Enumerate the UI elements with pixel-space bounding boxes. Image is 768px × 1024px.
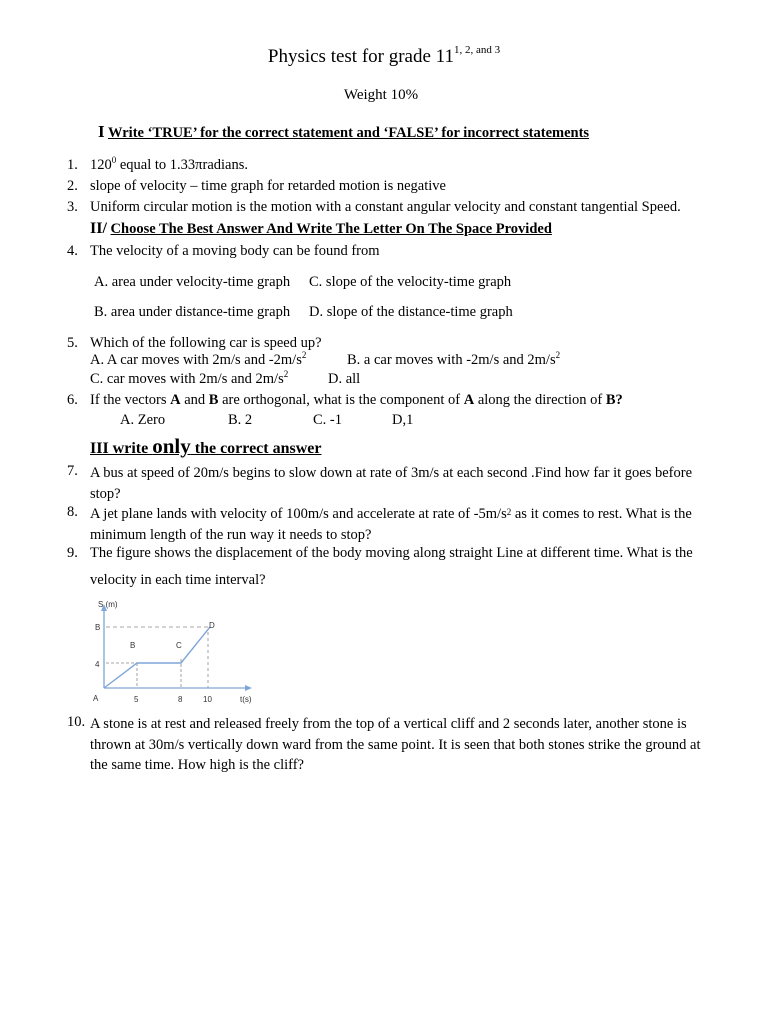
- section-3-heading: III write only the correct answer: [90, 434, 322, 458]
- section-2-heading: II/ Choose The Best Answer And Write The Letter On The Space Provided: [90, 220, 552, 237]
- displacement-time-graph: [90, 596, 272, 708]
- q5-option-a: A. A car moves with 2m/s and $-2m/s^2$: [90, 350, 307, 368]
- q6-option-a: A. Zero: [120, 412, 166, 428]
- q4-option-d: D. slope of the distance-time graph: [309, 304, 513, 320]
- weight-text: Weight 10%: [343, 87, 419, 103]
- y-axis-label: S (m): [98, 600, 118, 609]
- x-axis-label: t(s): [240, 695, 252, 704]
- q4-option-c: C. slope of the velocity-time graph: [309, 274, 512, 290]
- q5-option-b: B. a car moves with -2m/s and $2m/s^2$: [347, 350, 561, 368]
- point-label-c: C: [176, 641, 182, 650]
- title-superscript: 1, 2, and 3: [453, 44, 501, 56]
- y-tick-4: 4: [95, 660, 100, 669]
- q4-option-b: B. area under distance-time graph: [94, 304, 291, 320]
- point-label-a: A: [93, 694, 99, 703]
- q5-option-c: C. car moves with 2m/s and $2m/s^2$: [90, 369, 289, 387]
- q6-option-c: C. -1: [313, 412, 342, 428]
- y-tick-b: B: [95, 623, 101, 632]
- q4-option-a: A. area under velocity-time graph: [94, 274, 291, 290]
- graph-background: [90, 596, 272, 708]
- section-1-instruction: Write ‘TRUE’ for the correct statement and ‘FALSE’ for incorrect statements: [108, 125, 590, 141]
- x-tick-5: 5: [134, 695, 139, 704]
- x-tick-8: 8: [178, 695, 183, 704]
- point-label-d: D: [209, 621, 215, 630]
- section-1-heading: I Write ‘TRUE’ for the correct statement and ‘FALSE’ for incorrect statements: [98, 122, 590, 141]
- q5-option-d: D. all: [328, 371, 361, 387]
- q6-option-b: B. 2: [228, 412, 253, 428]
- q6-option-d: D,1: [392, 412, 414, 428]
- x-tick-10: 10: [203, 695, 212, 704]
- page-title: Physics test for grade $11^{1, 2, and 3}$: [267, 44, 501, 67]
- section-2-instruction: Choose The Best Answer And Write The Letter On The Space Provided: [110, 221, 552, 237]
- point-label-b: B: [130, 641, 136, 650]
- question-9-line-2: velocity in each time interval?: [90, 572, 266, 588]
